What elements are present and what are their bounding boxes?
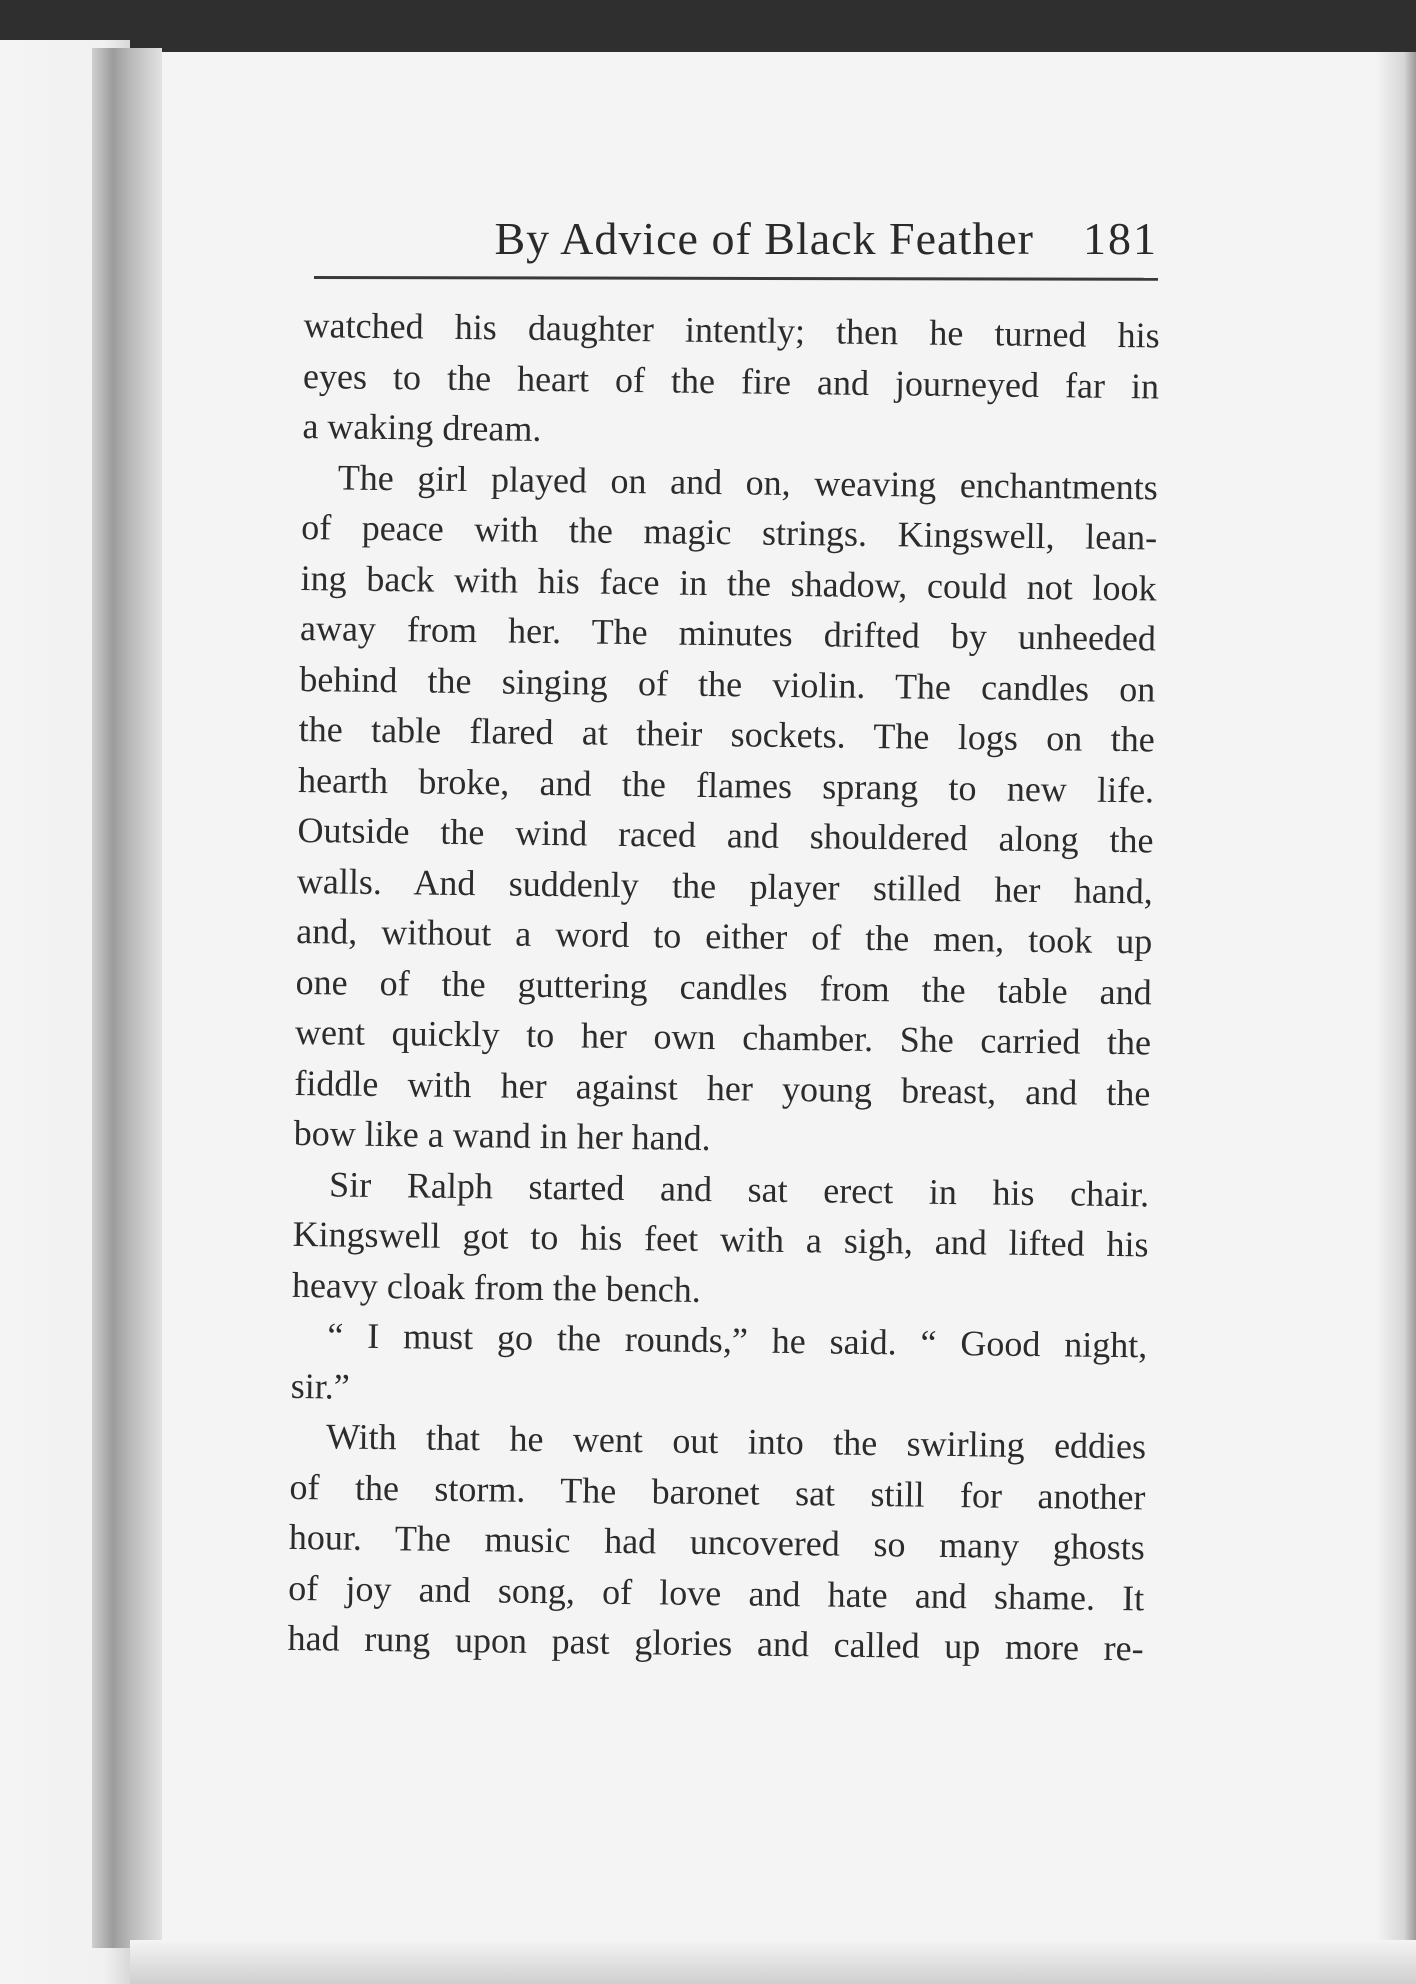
text-line: behind the singing of the violin. The candles on bbox=[299, 658, 1156, 709]
text-line: went quickly to her own chamber. She carried the bbox=[294, 1011, 1152, 1063]
text-line: had rung upon past glories and called up more re- bbox=[287, 1617, 1144, 1669]
text-line: of joy and song, of love and hate and shame. It bbox=[288, 1567, 1145, 1618]
text-line: Kingswell got to his feet with a sigh, and lifted his bbox=[292, 1213, 1149, 1265]
text-line: a waking dream. bbox=[302, 405, 542, 449]
text-line: the table flared at their sockets. The logs on the bbox=[298, 708, 1155, 760]
text-line: ing back with his face in the shadow, could not look bbox=[300, 557, 1157, 608]
text-line: walls. And suddenly the player stilled her hand, bbox=[296, 860, 1154, 911]
running-head-title: By Advice of Black Feather bbox=[494, 213, 1034, 264]
text-line: fiddle with her against her young breast, and the bbox=[294, 1062, 1151, 1113]
text-line: eyes to the heart of the fire and journeyed far in bbox=[302, 355, 1160, 406]
page-number: 181 bbox=[1083, 213, 1158, 264]
text-line: With that he went out into the swirling eddies bbox=[325, 1416, 1147, 1467]
text-line: Outside the wind raced and shouldered along the bbox=[297, 809, 1154, 861]
text-line: hearth broke, and the flames sprang to new life. bbox=[297, 759, 1155, 810]
text-line: and, without a word to either of the men, took up bbox=[296, 910, 1153, 962]
text-line: hour. The music had uncovered so many ghosts bbox=[288, 1516, 1146, 1568]
text-line: of the storm. The baronet sat still for another bbox=[289, 1466, 1146, 1517]
text-line: of peace with the magic strings. Kingswell, lean- bbox=[300, 506, 1158, 558]
text-line: heavy cloak from the bench. bbox=[291, 1264, 702, 1310]
book-gutter bbox=[92, 48, 162, 1948]
scan-background bbox=[0, 0, 1416, 52]
text-line: Sir Ralph started and sat erect in his chair. bbox=[328, 1163, 1150, 1214]
page-right-edge bbox=[1376, 52, 1416, 1984]
text-line: watched his daughter intently; then he turned his bbox=[303, 304, 1160, 356]
text-line: The girl played on and on, weaving enchantments bbox=[337, 456, 1159, 507]
running-head bbox=[314, 212, 1158, 272]
body-text bbox=[287, 300, 1160, 1674]
text-line: one of the guttering candles from the table and bbox=[295, 961, 1152, 1012]
text-line: away from her. The minutes drifted by unheeded bbox=[299, 607, 1157, 659]
text-line: bow like a wand in her hand. bbox=[293, 1112, 711, 1159]
text-line: sir.” bbox=[290, 1365, 350, 1407]
text-line: “ I must go the rounds,” he said. “ Good night, bbox=[327, 1315, 1148, 1366]
page-bottom-edge bbox=[130, 1940, 1416, 1984]
